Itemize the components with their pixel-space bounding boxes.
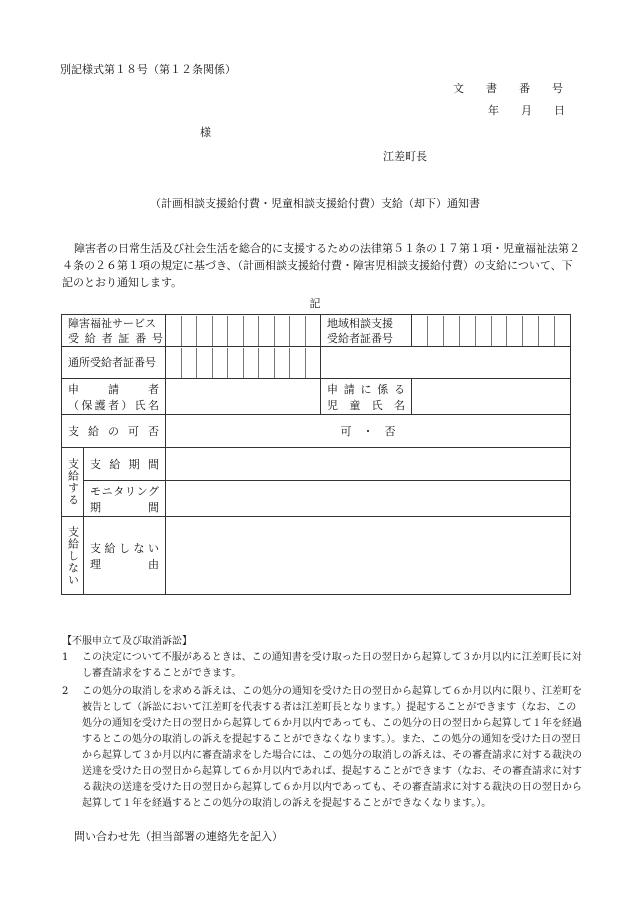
applicant-label — [62, 379, 166, 415]
applicant-name-field[interactable] — [166, 379, 321, 415]
table-row — [62, 448, 571, 481]
monitoring-label-line1: モニタリング — [90, 484, 159, 498]
table-row — [62, 379, 571, 415]
note-text: この決定について不服があるときは、この通知書を受け取った日の翌日から起算して３か月以内に江差町長に対し審査請求をすることができます。 — [82, 652, 582, 679]
applicant-label-line2: （保護者）氏名 — [68, 398, 159, 412]
note-text: この処分の取消しを求める訴えは、この処分の通知を受けた日の翌日から起算して６か月以内に限り、江差町を被告として（訴訟において江差町を代表する者は江差町長となります。）提起することができます（なお、この処分の通知を受けた日の翌日から起算して６か月以内であっても、この処分の日の翌日から起算して１年を経過するとこの処分の取消しの訴えを提起することができなくなります。）。また、この処分の通知を受けた日の翌日から起算して３か月以内に審査請求をした場合には、この処分の取消しの訴えは、その審査請求に対する裁決の送達を受けた日の翌日から起算して６か月以内であれば、提起することができます（なお、その審査請求に対する裁決の送達を受けた日の翌日から起算して６か月以内であっても、その審査請求に対する裁決の日の翌日から起算して１年を経過するとこの処分の取消しの訴えを提起することができなくなります。）。 — [82, 686, 582, 809]
monitoring-period-label — [84, 481, 166, 517]
child-label-line2: 児童氏名 — [327, 398, 405, 412]
day-cert-label: 通所受給者証番号 — [62, 347, 166, 379]
service-cert-label-line2: 受給者証番号 — [68, 331, 163, 345]
note-number: 1 — [62, 652, 69, 663]
notes-heading: 【不服申立て及び取消訴訟】 — [62, 636, 192, 647]
document-title: （計画相談支援給付費・児童相談支援給付費）支給（却下）通知書 — [150, 197, 480, 210]
table-row — [62, 517, 571, 595]
deny-side-label: 支給しない — [62, 517, 84, 595]
deny-reason-label-line1: 支給しない — [90, 541, 159, 555]
inquiry-label: 問い合わせ先（担当部署の連絡先を記入） — [74, 830, 283, 843]
note-item — [62, 650, 582, 682]
note-number: 2 — [62, 686, 69, 697]
monitoring-label-line2: 期間 — [90, 500, 159, 514]
child-label — [321, 379, 412, 415]
deny-reason-field[interactable] — [166, 517, 571, 595]
approval-label: 支給の可否 — [62, 415, 166, 448]
table-row — [62, 415, 571, 448]
document-number-label: 文書番号 — [453, 82, 585, 95]
issuer-name: 江差町長 — [383, 150, 427, 163]
service-cert-label — [62, 315, 166, 347]
deny-reason-label — [84, 517, 166, 595]
table-row — [62, 315, 571, 347]
regional-cert-label-line1: 地域相談支援 — [327, 316, 393, 330]
recipient-suffix: 様 — [200, 126, 211, 139]
deny-reason-label-line2: 理由 — [90, 557, 159, 571]
note-item — [62, 684, 582, 812]
day-cert-number-cells[interactable] — [166, 347, 321, 379]
day-cert-blank — [321, 347, 571, 379]
body-text: 障害者の日常生活及び社会生活を総合的に支援するための法律第５１条の１７第１項・児童福祉法第２４条の２６第１項の規定に基づき、（計画相談支援給付費・障害児相談支援給付費）の支給について、下記のとおり通知します。 — [62, 242, 580, 289]
service-cert-number-cells[interactable] — [166, 315, 321, 347]
child-name-field[interactable] — [412, 379, 571, 415]
table-row — [62, 481, 571, 517]
regional-cert-label — [321, 315, 412, 347]
regional-cert-label-line2: 受給者証番号 — [327, 331, 393, 345]
regional-cert-number-cells[interactable] — [412, 315, 571, 347]
ki-label: 記 — [309, 297, 321, 310]
monitoring-period-field[interactable] — [166, 481, 571, 517]
grant-side-label: 支給する — [62, 448, 84, 517]
date-label: 年月日 — [488, 104, 587, 117]
grant-period-field[interactable] — [166, 448, 571, 481]
applicant-label-line1: 申請者 — [68, 382, 159, 396]
form-number: 別記様式第１８号（第１２条関係） — [60, 63, 236, 76]
notification-table — [61, 314, 571, 595]
child-label-line1: 申請に係る — [327, 382, 405, 396]
service-cert-label-line1: 障害福祉サービス — [68, 316, 156, 330]
approval-value[interactable]: 可 ・ 否 — [166, 415, 571, 448]
grant-period-label: 支給期間 — [84, 448, 166, 481]
table-row — [62, 347, 571, 379]
